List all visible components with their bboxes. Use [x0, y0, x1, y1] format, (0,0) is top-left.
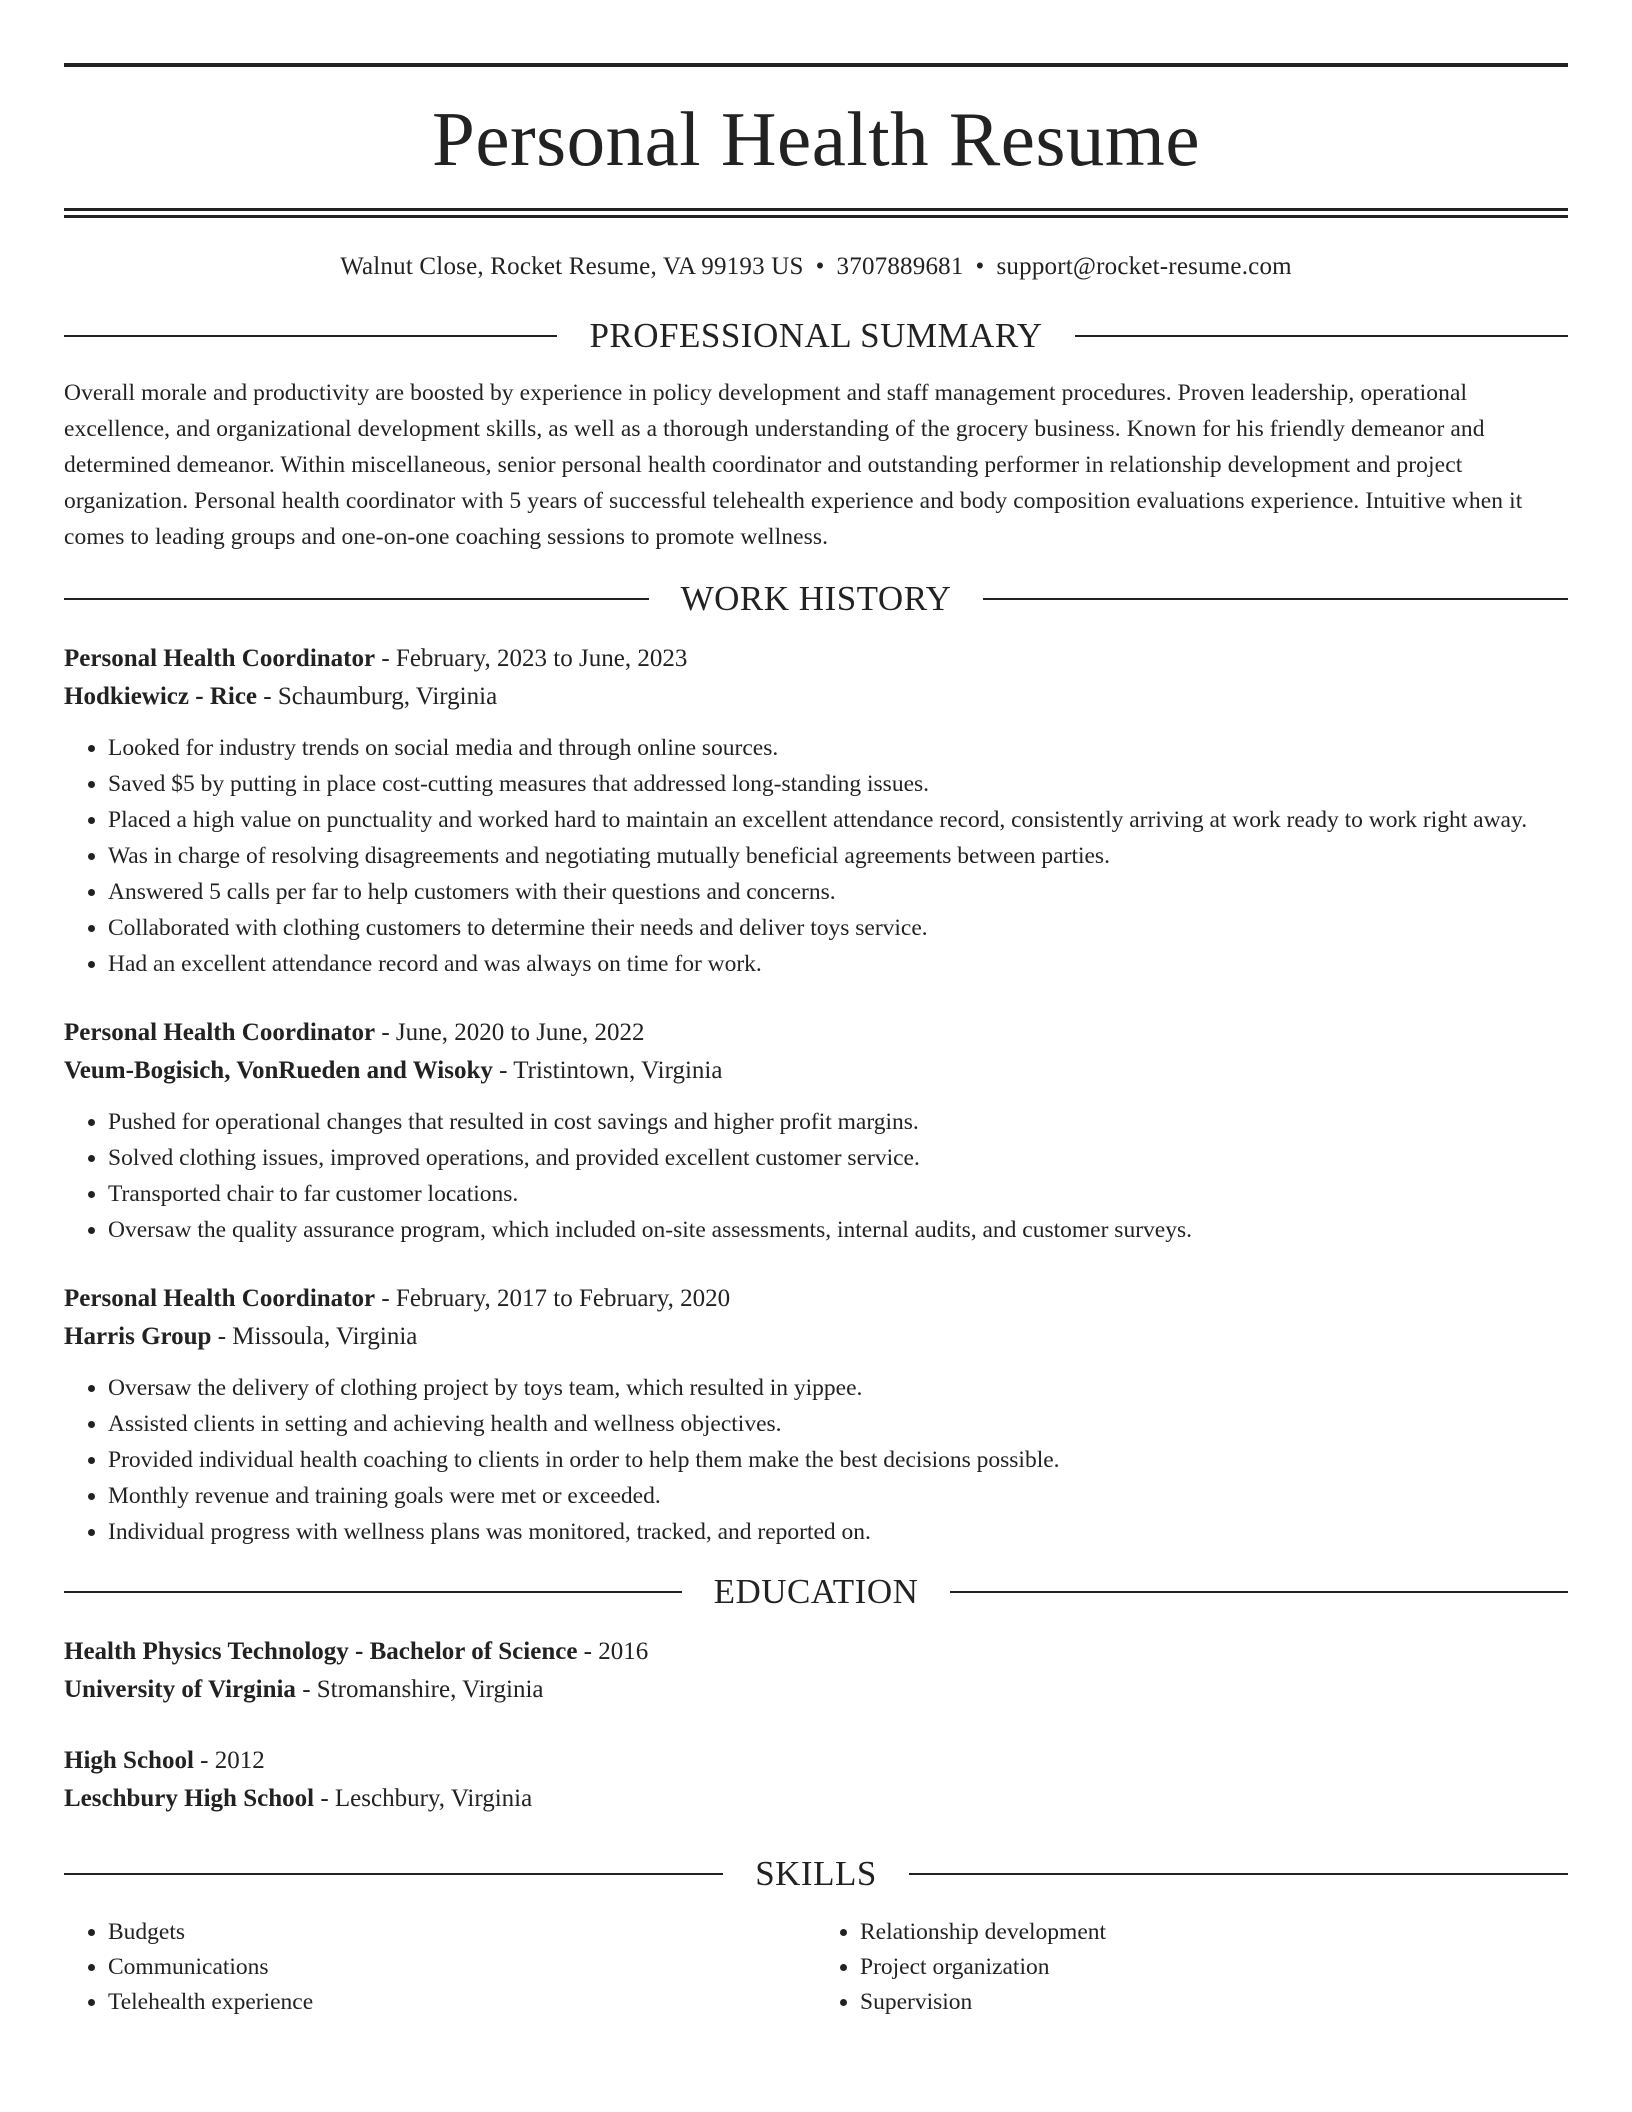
job-location: Schaumburg, Virginia: [277, 683, 498, 710]
job-company-line: Hodkiewicz - Rice - Schaumburg, Virginia: [64, 683, 498, 710]
heading-rule: [983, 598, 1568, 600]
job-entry: [64, 1014, 1568, 1248]
job-entry: [64, 1280, 1568, 1550]
job-company: Veum-Bogisich, VonRueden and Wisoky: [64, 1057, 493, 1084]
heading-rule: [1075, 335, 1568, 337]
education-school: University of Virginia: [64, 1676, 296, 1703]
list-item: • Assisted clients in setting and achieving health and wellness objectives.: [108, 1406, 1568, 1442]
list-item: • Collaborated with clothing customers to determine their needs and deliver toys service.: [108, 910, 1568, 946]
skill-item: • Supervision: [860, 1985, 1568, 2020]
contact-email: support@rocket-resume.com: [996, 253, 1292, 280]
skills-list-right: [816, 1915, 1568, 2020]
education-entry: [64, 1633, 1568, 1709]
education-year: 2012: [214, 1747, 265, 1774]
skills-columns: [64, 1915, 1568, 2020]
contact-line: [64, 254, 1568, 279]
heading-rule: [950, 1591, 1568, 1593]
education-entry: [64, 1742, 1568, 1818]
skills-list-left: [64, 1915, 816, 2020]
education-degree-line: High School - 2012: [64, 1747, 265, 1774]
list-item: • Provided individual health coaching to clients in order to help them make the best decisions possible.: [108, 1442, 1568, 1478]
job-bullets: [64, 1370, 1568, 1550]
job-company-line: Veum-Bogisich, VonRueden and Wisoky - Tristintown, Virginia: [64, 1057, 723, 1084]
resume-page: [64, 0, 1568, 2020]
job-title: Personal Health Coordinator: [64, 1285, 376, 1312]
list-item: • Looked for industry trends on social media and through online sources.: [108, 730, 1568, 766]
job-dates: June, 2020 to June, 2022: [395, 1019, 645, 1046]
skill-item: • Communications: [108, 1950, 816, 1985]
skill-item: • Budgets: [108, 1915, 816, 1950]
job-title: Personal Health Coordinator: [64, 1019, 376, 1046]
contact-address: Walnut Close, Rocket Resume, VA 99193 US: [340, 253, 804, 280]
section-heading-summary: [64, 318, 1568, 353]
education-degree-line: Health Physics Technology - Bachelor of Science - 2016: [64, 1638, 649, 1665]
heading-rule: [64, 598, 649, 600]
job-dates: February, 2017 to February, 2020: [395, 1285, 731, 1312]
education-degree: Health Physics Technology - Bachelor of Science: [64, 1638, 578, 1665]
job-bullets: [64, 730, 1568, 982]
section-title: EDUCATION: [713, 1572, 919, 1611]
list-item: • Pushed for operational changes that resulted in cost savings and higher profit margins.: [108, 1104, 1568, 1140]
resume-title: Personal Health Resume: [432, 96, 1200, 182]
section-title: PROFESSIONAL SUMMARY: [589, 316, 1043, 355]
education-year: 2016: [598, 1638, 649, 1665]
education-school: Leschbury High School: [64, 1785, 315, 1812]
education-location: Stromanshire, Virginia: [316, 1676, 544, 1703]
job-bullets: [64, 1104, 1568, 1248]
job-location: Tristintown, Virginia: [513, 1057, 723, 1084]
list-item: • Had an excellent attendance record and was always on time for work.: [108, 946, 1568, 982]
list-item: • Saved $5 by putting in place cost-cutting measures that addressed long-standing issues.: [108, 766, 1568, 802]
list-item: • Solved clothing issues, improved operations, and provided excellent customer service.: [108, 1140, 1568, 1176]
list-item: • Transported chair to far customer locations.: [108, 1176, 1568, 1212]
heading-rule: [909, 1873, 1568, 1875]
heading-rule: [64, 1591, 682, 1593]
education-school-line: University of Virginia - Stromanshire, Virginia: [64, 1676, 544, 1703]
education-degree: High School: [64, 1747, 194, 1774]
section-heading-work: [64, 581, 1568, 616]
professional-summary: Overall morale and productivity are boosted by experience in policy development and staff management procedures. Proven leadership, operational excellence, and organizational development skills, as well as a thorough understanding of the grocery business. Known for his friendly demeanor and determined demeanor. Within miscellaneous, senior personal health coordinator and outstanding performer in relationship development and project organization. Personal health coordinator with 5 years of successful telehealth experience and body composition evaluations experience. Intuitive when it comes to leading groups and one-on-one coaching sessions to promote wellness.: [64, 380, 1523, 550]
title-double-rule: [64, 208, 1568, 218]
contact-separator: •: [975, 253, 985, 280]
job-title: Personal Health Coordinator: [64, 645, 376, 672]
job-title-line: Personal Health Coordinator - February, 2023 to June, 2023: [64, 645, 688, 672]
list-item: • Was in charge of resolving disagreements and negotiating mutually beneficial agreements between parties.: [108, 838, 1568, 874]
section-heading-skills: [64, 1856, 1568, 1891]
job-company: Harris Group: [64, 1323, 212, 1350]
education-school-line: Leschbury High School - Leschbury, Virginia: [64, 1785, 533, 1812]
education-location: Leschbury, Virginia: [334, 1785, 533, 1812]
top-rule: [64, 63, 1568, 67]
job-entry: [64, 640, 1568, 982]
heading-rule: [64, 335, 557, 337]
skill-item: • Project organization: [860, 1950, 1568, 1985]
list-item: • Individual progress with wellness plans was monitored, tracked, and reported on.: [108, 1514, 1568, 1550]
job-location: Missoula, Virginia: [232, 1323, 418, 1350]
heading-rule: [64, 1873, 723, 1875]
job-title-line: Personal Health Coordinator - June, 2020 to June, 2022: [64, 1019, 645, 1046]
skill-item: • Relationship development: [860, 1915, 1568, 1950]
job-company-line: Harris Group - Missoula, Virginia: [64, 1323, 418, 1350]
job-title-line: Personal Health Coordinator - February, 2017 to February, 2020: [64, 1285, 731, 1312]
contact-phone: 3707889681: [836, 253, 964, 280]
list-item: • Placed a high value on punctuality and worked hard to maintain an excellent attendance record, consistently arriving at work ready to work right away.: [108, 802, 1568, 838]
list-item: • Oversaw the quality assurance program, which included on-site assessments, internal audits, and customer surveys.: [108, 1212, 1568, 1248]
section-title: SKILLS: [755, 1854, 877, 1893]
job-company: Hodkiewicz - Rice: [64, 683, 258, 710]
list-item: • Monthly revenue and training goals were met or exceeded.: [108, 1478, 1568, 1514]
list-item: • Answered 5 calls per far to help customers with their questions and concerns.: [108, 874, 1568, 910]
job-dates: February, 2023 to June, 2023: [395, 645, 688, 672]
skill-item: • Telehealth experience: [108, 1985, 816, 2020]
list-item: • Oversaw the delivery of clothing project by toys team, which resulted in yippee.: [108, 1370, 1568, 1406]
contact-separator: •: [815, 253, 825, 280]
section-title: WORK HISTORY: [680, 579, 952, 618]
section-heading-education: [64, 1574, 1568, 1609]
